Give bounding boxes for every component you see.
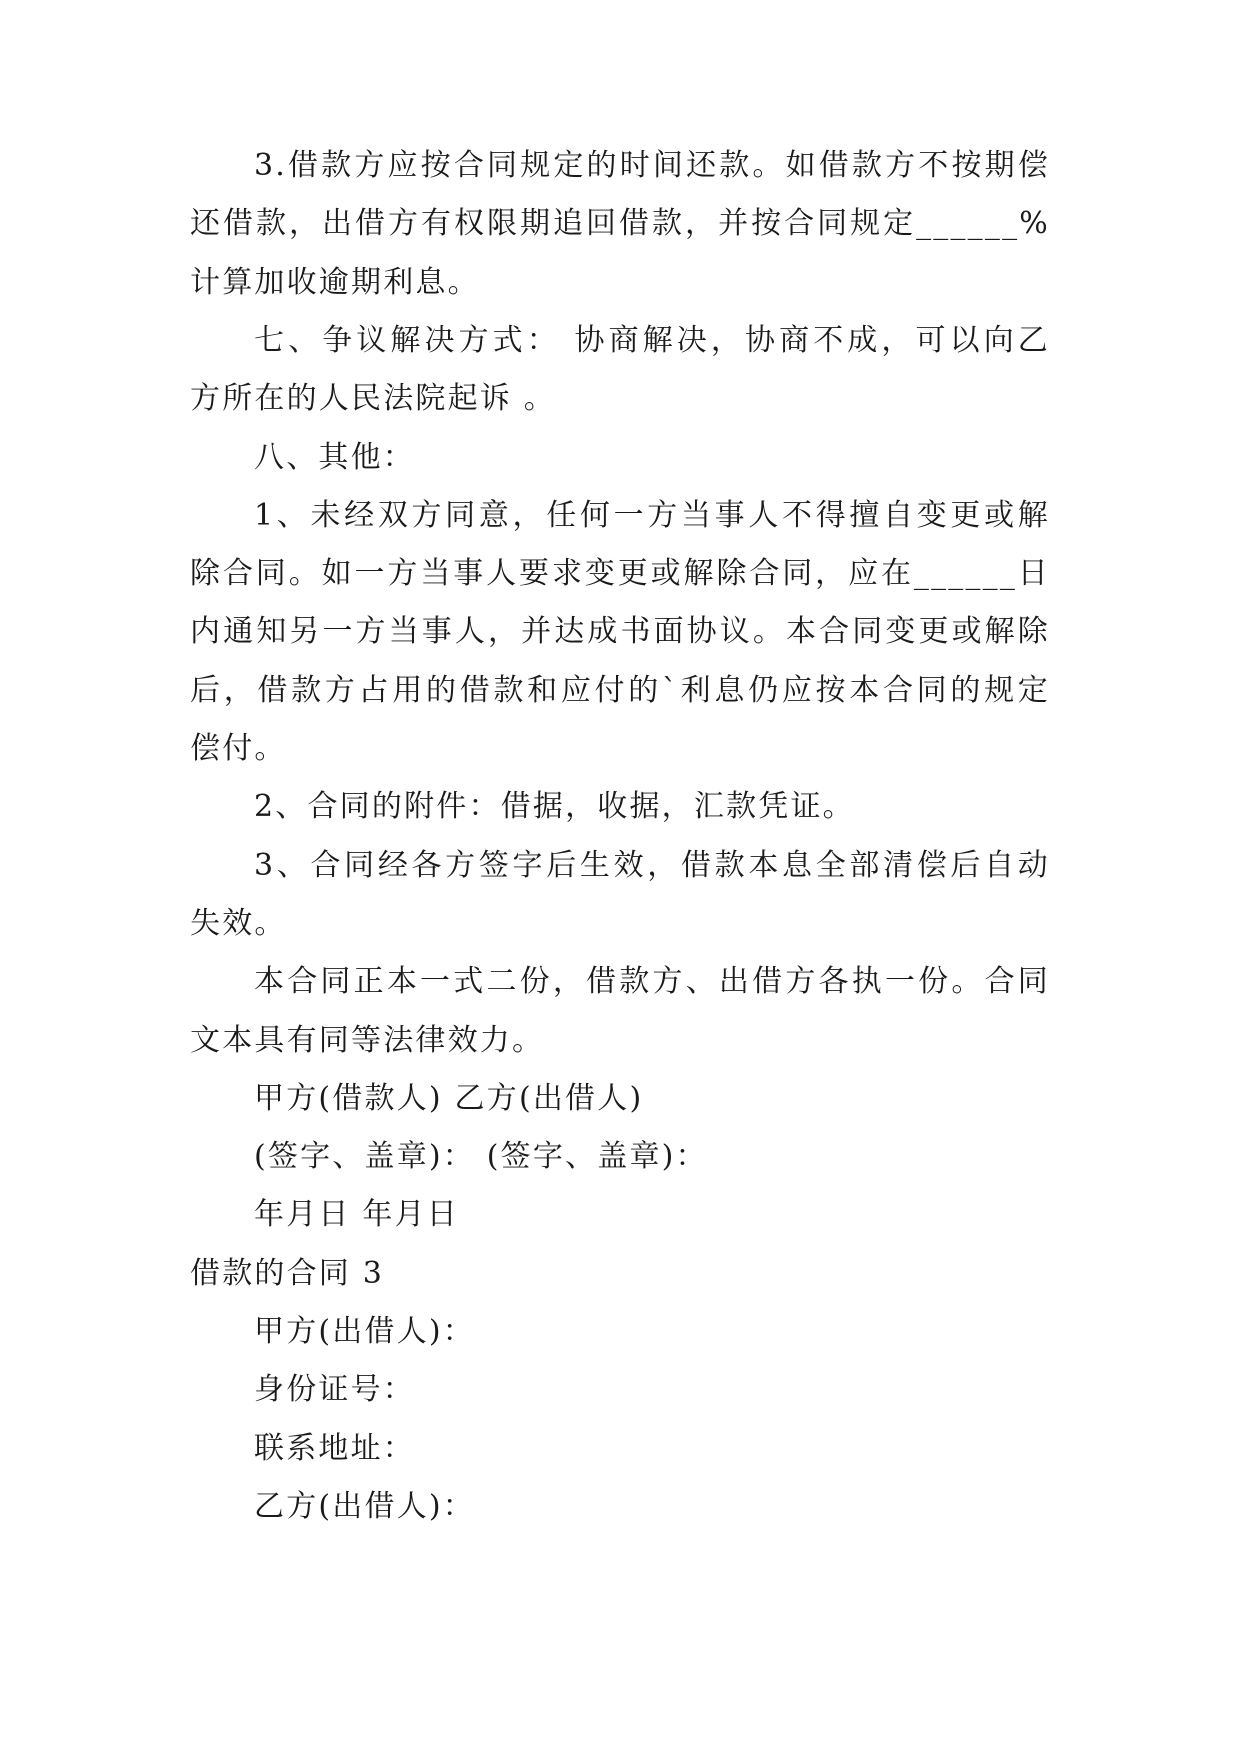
- document-line: 3、合同经各方签字后生效，借款本息全部清偿后自动: [254, 847, 1050, 883]
- document-line: 借款的合同 3: [190, 1255, 385, 1291]
- document-line: 八、其他：: [254, 439, 415, 475]
- document-line: 内通知另一方当事人，并达成书面协议。本合同变更或解除: [190, 614, 1050, 650]
- document-line: 联系地址：: [254, 1430, 415, 1466]
- document-line: 身份证号：: [254, 1372, 415, 1408]
- document-line: 年月日 年月日: [254, 1197, 459, 1233]
- document-line: 3.借款方应按合同规定的时间还款。如借款方不按期偿: [254, 148, 1050, 183]
- document-line: 乙方(出借人)：: [254, 1488, 476, 1524]
- document-line: 还借款，出借方有权限期追回借款，并按合同规定______%: [190, 206, 1050, 242]
- document-line: 方所在的人民法院起诉 。: [190, 381, 556, 417]
- document-line: (签字、盖章)： (签字、盖章)：: [254, 1139, 708, 1175]
- document-line: 七、争议解决方式： 协商解决，协商不成，可以向乙: [254, 322, 1050, 358]
- document-line: 1、未经双方同意，任何一方当事人不得擅自变更或解: [254, 497, 1050, 533]
- document-line: 本合同正本一式二份，借款方、出借方各执一份。合同: [254, 964, 1050, 1000]
- document-line: 失效。: [190, 905, 287, 941]
- document-line: 偿付。: [190, 731, 287, 766]
- document-line: 甲方(借款人) 乙方(出借人): [254, 1080, 644, 1116]
- document-line: 除合同。如一方当事人要求变更或解除合同，应在______日: [190, 556, 1050, 592]
- document-line: 2、合同的附件：借据，收据，汇款凭证。: [254, 789, 855, 825]
- document-line: 计算加收逾期利息。: [190, 264, 480, 300]
- document-line: 甲方(出借人)：: [254, 1314, 476, 1349]
- document-line: 文本具有同等法律效力。: [190, 1022, 545, 1058]
- document-line: 后，借款方占用的借款和应付的`利息仍应按本合同的规定: [190, 672, 1050, 708]
